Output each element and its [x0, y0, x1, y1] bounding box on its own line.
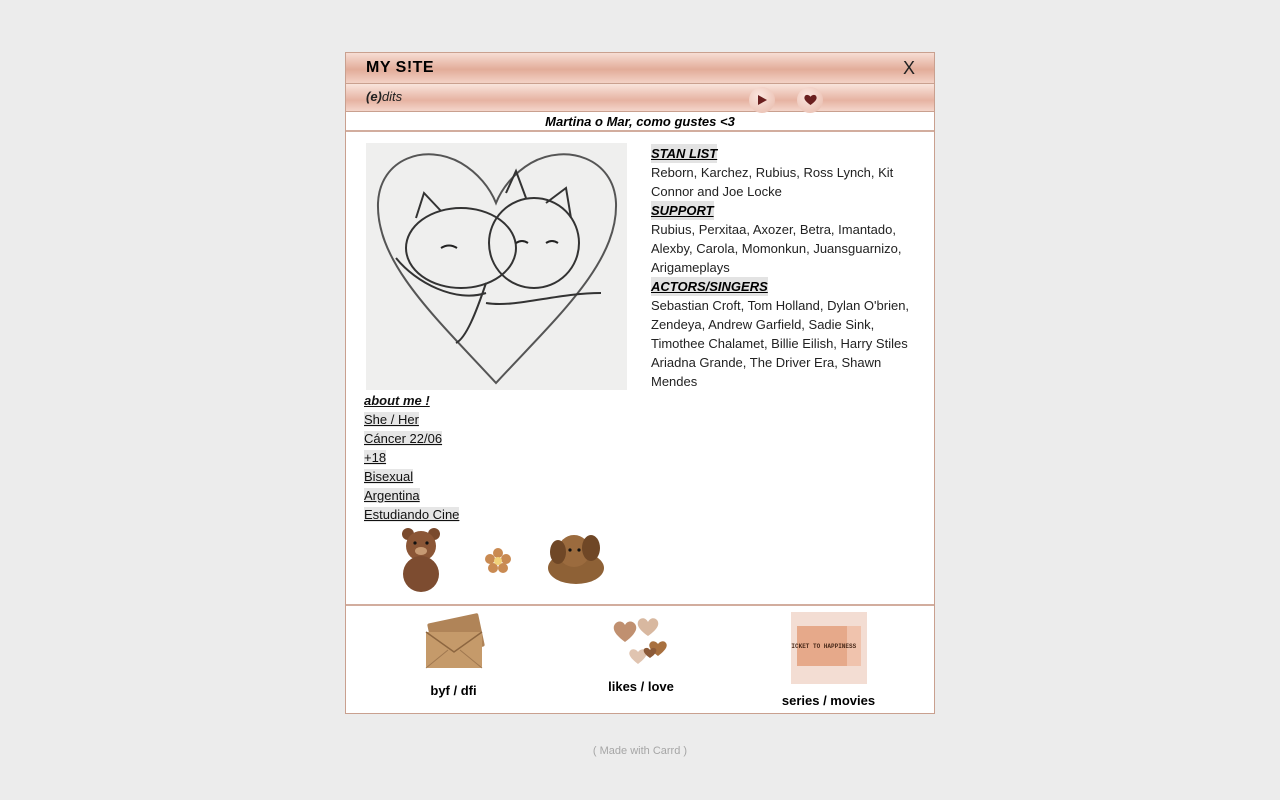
stan-sections [651, 144, 916, 391]
section-actors-singers [651, 277, 916, 391]
envelopes-icon [420, 612, 488, 674]
stan-list-text: Reborn, Karchez, Rubius, Ross Lynch, Kit Connor and Joe Locke [651, 165, 894, 199]
byf-dfi-link[interactable] [416, 612, 491, 698]
plush-dog-icon [548, 535, 604, 584]
sub-bar [346, 84, 934, 112]
about-item-age: +18 [364, 450, 387, 465]
byf-dfi-label: byf / dfi [430, 683, 477, 698]
series-movies-link[interactable] [776, 612, 881, 708]
main-content [346, 132, 934, 606]
about-item-country: Argentina [364, 488, 420, 503]
close-button[interactable]: X [902, 58, 915, 78]
play-button[interactable] [749, 87, 775, 113]
stan-list-header: STAN LIST [651, 146, 718, 161]
support-header: SUPPORT [651, 203, 714, 218]
about-item-pronouns: She / Her [364, 412, 419, 427]
ticket-icon [791, 612, 867, 684]
play-icon [756, 94, 768, 106]
cats-heart-image [366, 143, 627, 390]
heart-icon [804, 94, 817, 106]
link-bar [346, 606, 934, 711]
section-support [651, 201, 916, 277]
site-window [345, 52, 935, 714]
teddy-bear-icon [402, 528, 440, 592]
actors-singers-header: ACTORS/SINGERS [651, 279, 768, 294]
toys-row [386, 526, 616, 594]
flower-icon [485, 548, 511, 573]
hearts-icon [610, 612, 672, 670]
about-item-study: Estudiando Cine [364, 507, 460, 522]
edits-label: (e)dits [366, 89, 403, 104]
about-item-orientation: Bisexual [364, 469, 414, 484]
svg-text:TICKET TO HAPPINESS: TICKET TO HAPPINESS [790, 643, 856, 650]
caption-text: Martina o Mar, como gustes <3 [346, 112, 934, 132]
likes-love-link[interactable] [601, 612, 681, 694]
made-with-carrd[interactable]: ( Made with Carrd ) [592, 745, 688, 757]
section-stan-list [651, 144, 916, 201]
support-text: Rubius, Perxitaa, Axozer, Betra, Imantado, Alexby, Carola, Momonkun, Juansguarnizo, Arigameplays [651, 222, 902, 275]
about-me-header: about me ! [364, 393, 430, 408]
heart-button[interactable] [797, 87, 823, 113]
actors-singers-text: Sebastian Croft, Tom Holland, Dylan O'brien, Zendeya, Andrew Garfield, Sadie Sink, Timothee Chalamet, Billie Eilish, Harry Stiles Ariadna Grande, The Driver Era, Shawn Mendes [651, 298, 910, 389]
series-movies-label: series / movies [781, 693, 876, 708]
likes-love-label: likes / love [608, 679, 674, 694]
title-bar [346, 53, 934, 84]
site-title: MY S!TE [366, 59, 435, 76]
about-item-sign: Cáncer 22/06 [364, 431, 443, 446]
about-me-list [364, 391, 459, 524]
